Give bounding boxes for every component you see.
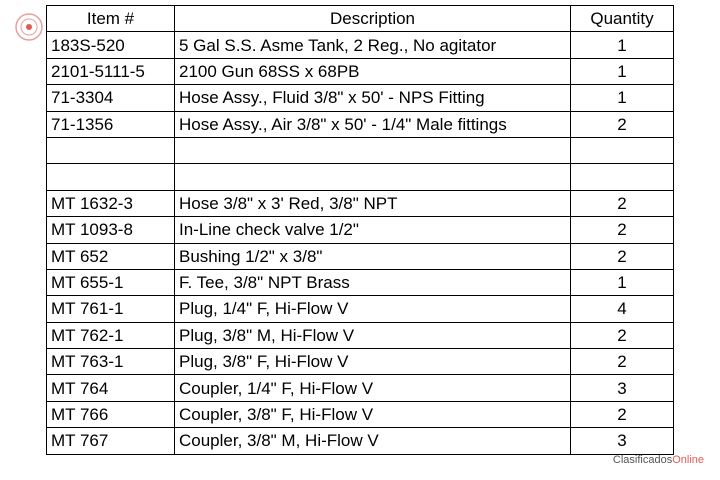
description-cell: In-Line check valve 1/2" — [175, 217, 571, 243]
header-item: Item # — [47, 6, 175, 32]
quantity-cell: 4 — [571, 296, 674, 322]
table-row — [47, 32, 674, 58]
description-cell: Hose 3/8" x 3' Red, 3/8" NPT — [175, 190, 571, 216]
quantity-cell: 2 — [571, 401, 674, 427]
table-row — [47, 428, 674, 454]
table-row — [47, 85, 674, 111]
table-row — [47, 322, 674, 348]
item-cell: MT 766 — [47, 401, 175, 427]
quantity-cell: 2 — [571, 217, 674, 243]
quantity-cell: 1 — [571, 269, 674, 295]
table-row — [47, 401, 674, 427]
watermark-text: Clasificados — [612, 454, 673, 466]
description-cell: Plug, 3/8" M, Hi-Flow V — [175, 322, 571, 348]
item-cell: MT 1093-8 — [47, 217, 175, 243]
table-row — [47, 296, 674, 322]
description-cell: Coupler, 3/8" F, Hi-Flow V — [175, 401, 571, 427]
description-cell: Hose Assy., Air 3/8" x 50' - 1/4" Male fittings — [175, 111, 571, 137]
quantity-cell: 2 — [571, 111, 674, 137]
table-row — [47, 58, 674, 84]
quantity-cell: 3 — [571, 375, 674, 401]
clasificados-watermark — [613, 454, 704, 466]
table-row — [47, 164, 674, 190]
clasificados-logo-icon — [14, 12, 44, 42]
item-cell: 2101-5111-5 — [47, 58, 175, 84]
table-row — [47, 349, 674, 375]
description-cell: Plug, 1/4" F, Hi-Flow V — [175, 296, 571, 322]
description-cell: 5 Gal S.S. Asme Tank, 2 Reg., No agitator — [175, 32, 571, 58]
table-row — [47, 111, 674, 137]
header-description: Description — [175, 6, 571, 32]
table-row — [47, 217, 674, 243]
item-cell: MT 1632-3 — [47, 190, 175, 216]
item-cell: MT 652 — [47, 243, 175, 269]
item-cell: MT 764 — [47, 375, 175, 401]
quantity-cell: 1 — [571, 58, 674, 84]
table-body — [47, 32, 674, 454]
header-quantity: Quantity — [571, 6, 674, 32]
watermark-accent-text: Online — [672, 454, 704, 466]
item-cell: MT 767 — [47, 428, 175, 454]
item-cell — [47, 137, 175, 163]
quantity-cell — [571, 137, 674, 163]
item-cell — [47, 164, 175, 190]
item-cell: 71-1356 — [47, 111, 175, 137]
description-cell: 2100 Gun 68SS x 68PB — [175, 58, 571, 84]
item-cell: MT 763-1 — [47, 349, 175, 375]
table-row — [47, 269, 674, 295]
quantity-cell: 1 — [571, 85, 674, 111]
description-cell: Plug, 3/8" F, Hi-Flow V — [175, 349, 571, 375]
quantity-cell: 2 — [571, 243, 674, 269]
item-cell: 71-3304 — [47, 85, 175, 111]
quantity-cell — [571, 164, 674, 190]
table-row — [47, 190, 674, 216]
description-cell: F. Tee, 3/8" NPT Brass — [175, 269, 571, 295]
quantity-cell: 1 — [571, 32, 674, 58]
description-cell: Coupler, 3/8" M, Hi-Flow V — [175, 428, 571, 454]
parts-list-sheet — [46, 5, 673, 455]
quantity-cell: 2 — [571, 322, 674, 348]
table-row — [47, 243, 674, 269]
quantity-cell: 2 — [571, 190, 674, 216]
table-row — [47, 375, 674, 401]
description-cell: Coupler, 1/4" F, Hi-Flow V — [175, 375, 571, 401]
item-cell: MT 655-1 — [47, 269, 175, 295]
quantity-cell: 3 — [571, 428, 674, 454]
description-cell: Hose Assy., Fluid 3/8" x 50' - NPS Fitting — [175, 85, 571, 111]
parts-table — [46, 5, 674, 455]
table-header-row — [47, 6, 674, 32]
item-cell: 183S-520 — [47, 32, 175, 58]
description-cell — [175, 164, 571, 190]
table-row — [47, 137, 674, 163]
item-cell: MT 762-1 — [47, 322, 175, 348]
quantity-cell: 2 — [571, 349, 674, 375]
item-cell: MT 761-1 — [47, 296, 175, 322]
description-cell: Bushing 1/2" x 3/8" — [175, 243, 571, 269]
description-cell — [175, 137, 571, 163]
